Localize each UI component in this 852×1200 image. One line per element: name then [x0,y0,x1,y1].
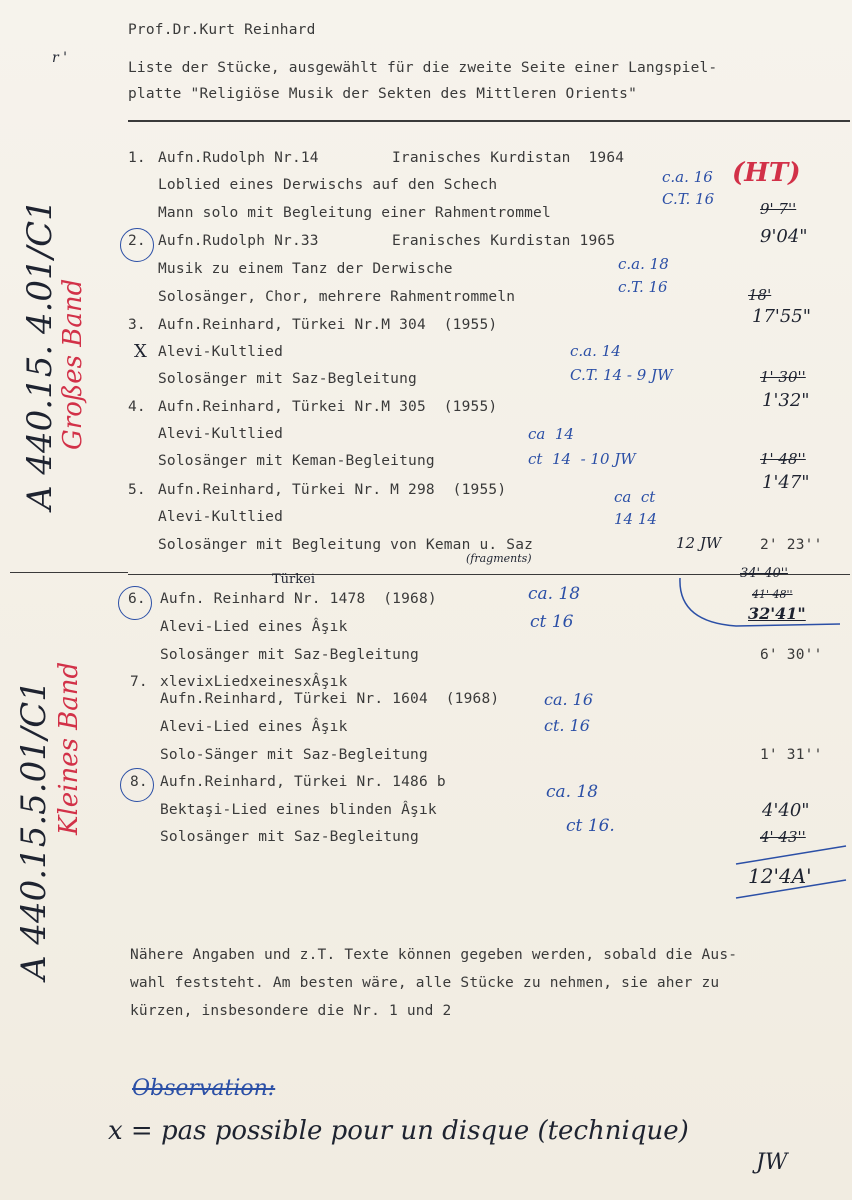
item-5-recording: Aufn.Reinhard, Türkei Nr. M 298 (1955) [158,482,507,498]
item-4-note-ca: ca 14 [528,425,574,443]
item-4-title: Alevi-Kultlied [158,426,284,442]
item-7-duration: 1' 31'' [760,747,823,763]
item-8-number: 8. [130,774,148,790]
side-total-old: 34' 40'' [740,566,788,581]
item-7-note-ca: ca. 16 [544,690,594,709]
footer-line-1: Nähere Angaben und z.T. Texte können gegeben werden, sobald die Aus- [130,947,738,963]
item-5-note-ca-ct: ca ct [614,488,656,506]
item-3-note-ca: c.a. 14 [570,342,621,360]
item-2-note-ca: c.a. 18 [618,255,669,273]
handnote-initials: JW [756,1150,788,1175]
item-5-note-jw: 12 JW [676,534,722,552]
item-4-instrumentation: Solosänger mit Keman-Begleitung [158,453,435,469]
side-b-total: 12'4A' [748,864,812,888]
item-6-title: Alevi-Lied eines Âşık [160,619,348,635]
item-8-note-ca: ca. 18 [546,782,599,802]
item-1-recording: Aufn.Rudolph Nr.14 [158,150,319,166]
author-line: Prof.Dr.Kurt Reinhard [128,22,316,38]
item-7-title: Alevi-Lied eines Âşık [160,719,348,735]
item-2-duration-old: 18' [748,286,772,304]
header-rule [128,120,850,122]
margin-archive-label-bottom: A 440.15.5.01/C1 [14,680,54,980]
item-2-number: 2. [128,233,146,249]
item-8-note-ct: ct 16. [566,816,615,836]
item-1-place: Iranisches Kurdistan 1964 [392,150,625,166]
item-7-struck-line: xlevixLiedxeinesxÂşık [160,674,348,690]
item-4-duration-new: 1'47" [762,472,810,493]
item-3-instrumentation: Solosänger mit Saz-Begleitung [158,371,417,387]
item-4-recording: Aufn.Reinhard, Türkei Nr.M 305 (1955) [158,399,498,415]
item-3-recording: Aufn.Reinhard, Türkei Nr.M 304 (1955) [158,317,498,333]
item-3-note-ct: C.T. 14 - 9 JW [570,366,673,384]
intro-line-2: platte "Religiöse Musik der Sekten des Mittleren Orients" [128,86,637,102]
item-1-note-ca: c.a. 16 [662,168,713,186]
item-1-note-ct: C.T. 16 [662,190,715,208]
item-6-duration: 6' 30'' [760,647,823,663]
item-5-note-values: 14 14 [614,510,657,528]
side-total-new: 32'41" [748,604,806,623]
item-1-badge: (HT) [732,158,801,188]
margin-divider [10,572,128,573]
item-4-duration-old: 1' 48'' [760,450,806,468]
margin-archive-label-top: A 440.15. 4.01/C1 [20,199,60,510]
item-5-title: Alevi-Kultlied [158,509,284,525]
item-1-title: Loblied eines Derwischs auf den Schech [158,177,498,193]
item-2-title: Musik zu einem Tanz der Derwische [158,261,453,277]
item-2-note-ct: c.T. 16 [618,278,668,296]
item-3-title: Alevi-Kultlied [158,344,284,360]
item-3-duration-new: 1'32" [762,390,810,411]
item-6-number: 6. [128,591,146,607]
item-3-duration-old: 1' 30'' [760,368,806,386]
item-3-x-mark: X [134,341,147,362]
item-7-note-ct: ct. 16 [544,716,590,735]
handnote-text: x = pas possible pour un disque (technique) [108,1116,689,1146]
item-7-instrumentation: Solo-Sänger mit Saz-Begleitung [160,747,428,763]
item-6-note-ca: ca. 18 [528,584,581,604]
item-1-duration-new: 9'04" [760,226,808,247]
item-6-instrumentation: Solosänger mit Saz-Begleitung [160,647,419,663]
item-6-note-ct: ct 16 [530,612,574,632]
item-8-duration-old: 4' 43'' [760,828,806,846]
margin-red-label-bottom: Kleines Band [54,661,84,835]
item-6-insert-turkei: Türkei [272,572,315,587]
item-5-number: 5. [128,482,146,498]
item-8-duration-new: 4'40" [762,800,810,821]
item-2-instrumentation: Solosänger, Chor, mehrere Rahmentrommeln [158,289,516,305]
item-1-duration-old: 9' 7'' [760,200,797,218]
item-7-recording: Aufn.Reinhard, Türkei Nr. 1604 (1968) [160,691,500,707]
item-5-fragments-note: (fragments) [466,552,532,565]
item-5-duration: 2' 23'' [760,537,823,553]
side-total-mid: 41' 48'' [752,588,793,601]
margin-tick: r ' [52,50,67,66]
item-8-title: Bektaşi-Lied eines blinden Âşık [160,802,437,818]
item-2-recording: Aufn.Rudolph Nr.33 [158,233,319,249]
handnote-struck-word: Observation: [132,1076,276,1101]
item-8-instrumentation: Solosänger mit Saz-Begleitung [160,829,419,845]
item-4-number: 4. [128,399,146,415]
item-1-instrumentation: Mann solo mit Begleitung einer Rahmentrommel [158,205,551,221]
item-6-recording: Aufn. Reinhard Nr. 1478 (1968) [160,591,437,607]
item-7-number: 7. [130,674,148,690]
intro-line-1: Liste der Stücke, ausgewählt für die zweite Seite einer Langspiel- [128,60,718,76]
item-5-instrumentation: Solosänger mit Begleitung von Keman u. Saz [158,537,534,553]
item-3-number: 3. [128,317,146,333]
item-4-note-ct: ct 14 - 10 JW [528,450,636,468]
item-8-recording: Aufn.Reinhard, Türkei Nr. 1486 b [160,774,446,790]
item-2-duration-new: 17'55" [752,306,812,327]
footer-line-2: wahl feststeht. Am besten wäre, alle Stücke zu nehmen, sie aher zu [130,975,720,991]
margin-red-label-top: Großes Band [58,278,88,450]
item-1-number: 1. [128,150,146,166]
item-2-place: Eranisches Kurdistan 1965 [392,233,616,249]
footer-line-3: kürzen, insbesondere die Nr. 1 und 2 [130,1003,452,1019]
